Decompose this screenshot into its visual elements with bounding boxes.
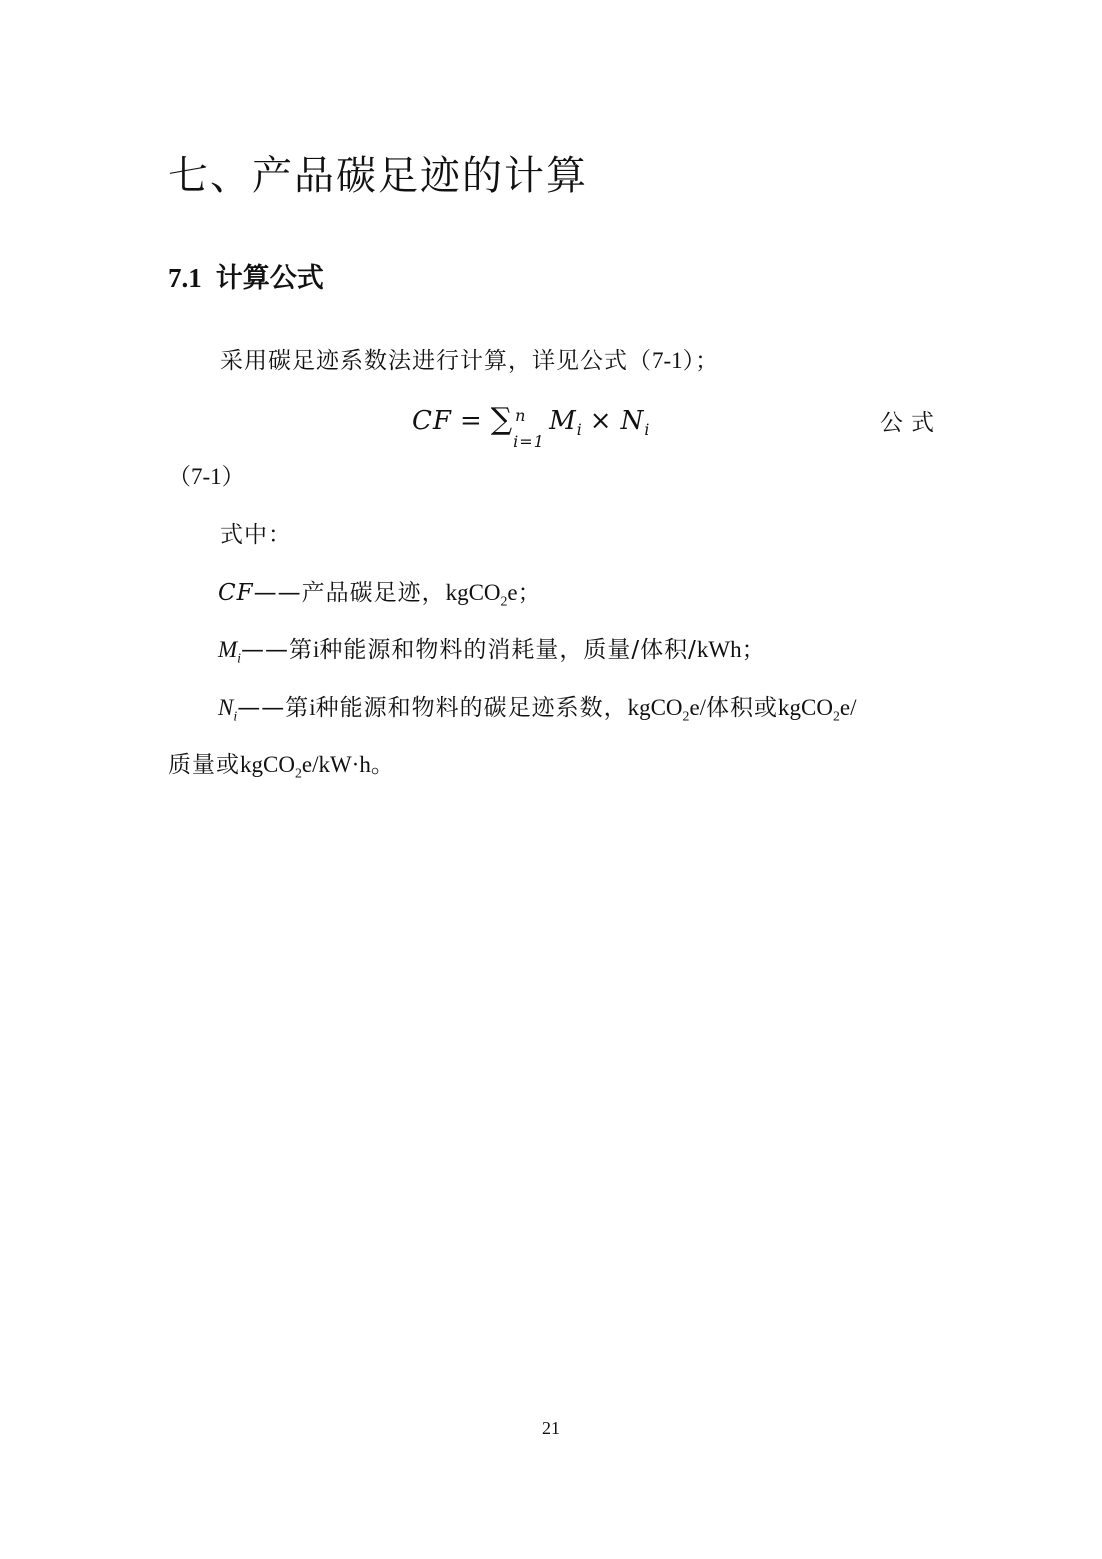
n-u1-post: e/	[689, 695, 707, 720]
n-desc-b: 种能源和物料的碳足迹系数，	[315, 695, 628, 721]
n-u1-pre: kgCO	[627, 695, 683, 720]
definition-m	[218, 633, 766, 676]
n-end: 。	[370, 752, 395, 778]
m-desc-i: i	[313, 637, 320, 662]
m-desc-b: 种能源和物料的消耗量，质量/体积/	[319, 637, 697, 663]
formula-equals: =	[459, 406, 483, 436]
n-sub: i	[233, 708, 238, 724]
summation-limits	[513, 402, 549, 451]
formula-times: ×	[589, 406, 613, 436]
n-u3-sub: 2	[294, 765, 302, 781]
section-title: 计算公式	[215, 263, 324, 294]
n-line2-a: 质量或	[168, 752, 240, 778]
intro-end: ）；	[682, 348, 720, 374]
section-heading	[168, 258, 324, 299]
n-dash: ——	[237, 695, 286, 721]
summation-lower: i=1	[513, 432, 545, 451]
n-symbol: N	[218, 695, 234, 720]
where-label: 式中：	[220, 522, 292, 548]
cf-desc: 产品碳足迹，	[301, 580, 446, 606]
n-u2-post: e/	[839, 695, 857, 720]
m-symbol: M	[218, 637, 238, 662]
cf-unit-sub: 2	[500, 593, 508, 609]
cf-dash: ——	[253, 580, 302, 606]
definition-cf	[218, 576, 542, 619]
m-unit: kWh	[696, 637, 742, 662]
n-u3-post: e/kW·h	[301, 752, 371, 777]
n-u2-pre: kgCO	[778, 695, 833, 720]
n-u2-sub: 2	[833, 708, 840, 724]
formula-label-ref: （7-1）	[168, 464, 245, 489]
intro-ref: 7-1	[652, 348, 683, 373]
definition-n-continued	[168, 748, 395, 791]
page-number: 21	[542, 1418, 560, 1438]
formula-7-1	[412, 400, 649, 450]
intro-text: 采用碳足迹系数法进行计算，详见公式（	[220, 348, 652, 374]
m-end: ；	[741, 637, 766, 663]
cf-end: ；	[517, 580, 542, 606]
n-u3-pre: kgCO	[240, 752, 295, 777]
m-dash: ——	[241, 637, 290, 663]
formula-lhs: CF	[412, 406, 452, 436]
summation-upper: n	[515, 406, 527, 425]
cf-unit-pre: kgCO	[445, 580, 501, 605]
formula-n: N	[620, 406, 645, 436]
formula-m: M	[549, 406, 577, 436]
formula-label: 公式	[880, 410, 942, 436]
section-number: 7.1	[168, 263, 202, 293]
m-sub: i	[237, 650, 242, 666]
formula-n-sub: i	[644, 421, 650, 440]
summation-symbol: ∑	[490, 402, 514, 437]
formula-m-sub: i	[576, 421, 582, 440]
intro-paragraph	[220, 344, 719, 378]
n-desc-a: 第	[285, 695, 310, 721]
cf-unit-post: e	[507, 580, 518, 605]
n-mid1: 体积或	[706, 695, 779, 721]
cf-symbol: CF	[218, 580, 254, 606]
m-desc-a: 第	[289, 637, 314, 663]
chapter-title: 七、产品碳足迹的计算	[168, 153, 588, 199]
n-u1-sub: 2	[682, 708, 690, 724]
definition-n	[218, 691, 857, 734]
n-desc-i: i	[309, 695, 316, 720]
